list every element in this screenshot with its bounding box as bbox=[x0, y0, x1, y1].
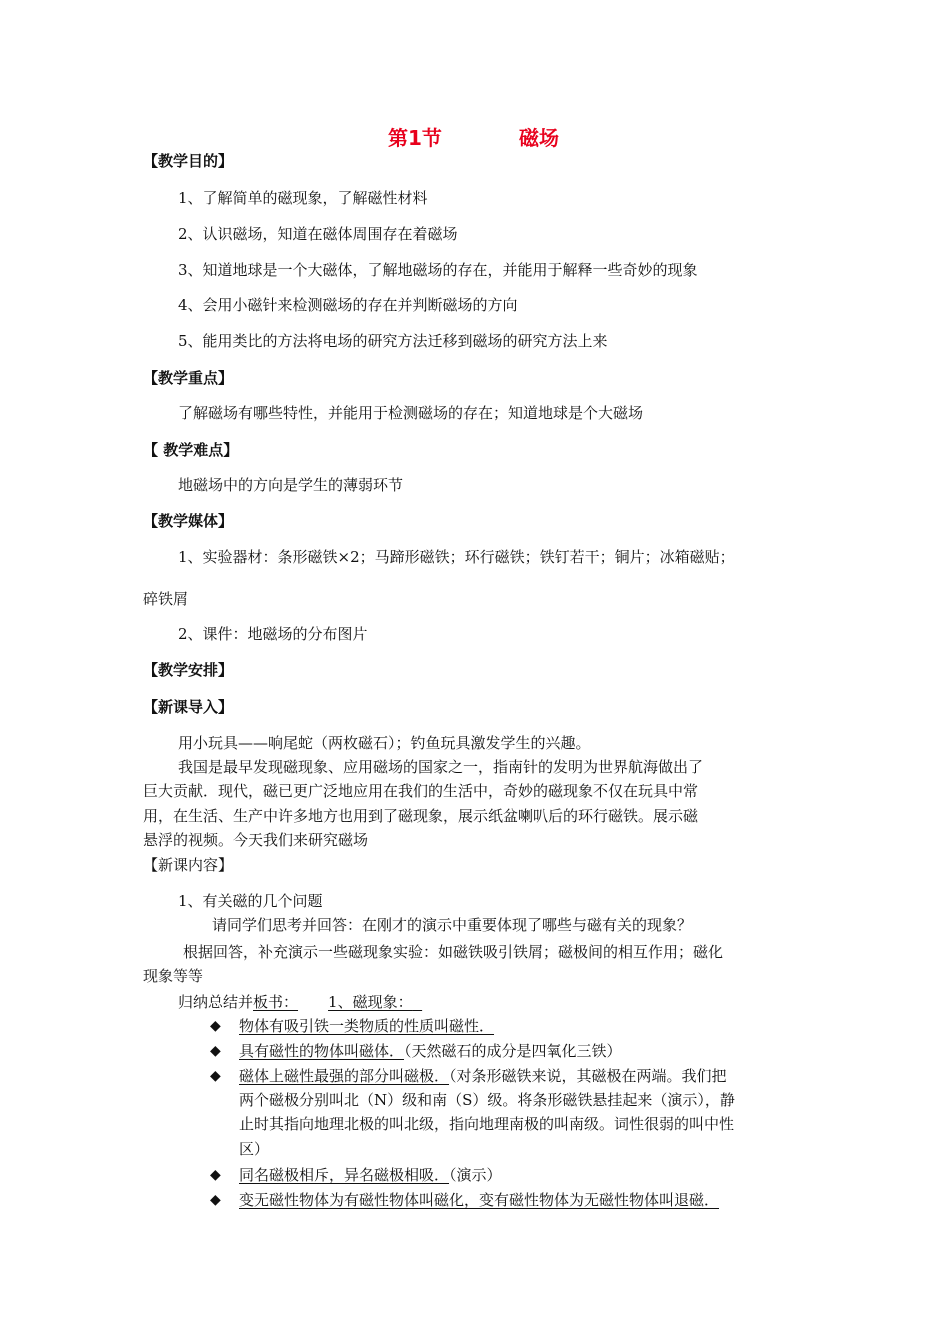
summary-board: 板书： bbox=[253, 993, 299, 1011]
bullet-item: 磁体上磁性最强的部分叫磁极．（对条形磁铁来说，其磁极在两端。我们把 bbox=[239, 1067, 727, 1085]
diamond-bullet-icon: ◆ bbox=[210, 1192, 221, 1208]
key-points-heading: 【教学重点】 bbox=[143, 369, 234, 387]
objective-item: 5、能用类比的方法将电场的研究方法迁移到磁场的研究方法上来 bbox=[178, 332, 608, 350]
section-number: 第1节 bbox=[388, 126, 442, 150]
intro-paragraph-2: 悬浮的视频。今天我们来研究磁场 bbox=[143, 831, 369, 849]
intro-heading: 【新课导入】 bbox=[143, 698, 234, 716]
objectives-heading: 【教学目的】 bbox=[143, 152, 234, 170]
intro-paragraph-1: 用小玩具——响尾蛇（两枚磁石）；钓鱼玩具激发学生的兴趣。 bbox=[178, 734, 591, 752]
intro-paragraph-2: 巨大贡献．现代，磁已更广泛地应用在我们的生活中，奇妙的磁现象不仅在玩具中常 bbox=[143, 782, 699, 800]
arrangement-heading: 【教学安排】 bbox=[143, 661, 234, 679]
diamond-bullet-icon: ◆ bbox=[210, 1018, 221, 1034]
media-heading: 【教学媒体】 bbox=[143, 512, 234, 530]
bullet-item-cont: 两个磁极分别叫北（N）级和南（S）级。将条形磁铁悬挂起来（演示），静 bbox=[239, 1091, 735, 1109]
objective-item: 2、认识磁场，知道在磁体周围存在着磁场 bbox=[178, 225, 458, 243]
key-points-text: 了解磁场有哪些特性，并能用于检测磁场的存在；知道地球是个大磁场 bbox=[178, 404, 644, 422]
summary-title: 1、磁现象： bbox=[328, 993, 413, 1011]
diamond-bullet-icon: ◆ bbox=[210, 1043, 221, 1059]
bullet-item-cont: 区） bbox=[239, 1140, 270, 1158]
intro-paragraph-2: 我国是最早发现磁现象、应用磁场的国家之一，指南针的发明为世界航海做出了 bbox=[178, 758, 704, 776]
objective-item: 1、了解简单的磁现象，了解磁性材料 bbox=[178, 189, 428, 207]
objective-item: 4、会用小磁针来检测磁场的存在并判断磁场的方向 bbox=[178, 296, 518, 314]
summary-line bbox=[178, 992, 422, 1012]
media-item-1-cont: 碎铁屑 bbox=[143, 590, 189, 608]
content-answer: 现象等等 bbox=[143, 967, 204, 985]
bullet-item: 具有磁性的物体叫磁体．（天然磁石的成分是四氧化三铁） bbox=[239, 1042, 622, 1060]
page-title: 磁场 bbox=[519, 126, 559, 150]
media-item-2: 2、课件：地磁场的分布图片 bbox=[178, 625, 368, 643]
content-question: 请同学们思考并回答：在刚才的演示中重要体现了哪些与磁有关的现象？ bbox=[212, 916, 693, 934]
content-heading: 【新课内容】 bbox=[143, 856, 234, 874]
summary-prefix: 归纳总结并 bbox=[178, 993, 254, 1011]
intro-paragraph-2: 用，在生活、生产中许多地方也用到了磁现象，展示纸盆喇叭后的环行磁铁。展示磁 bbox=[143, 807, 699, 825]
bullet-item: 变无磁性物体为有磁性物体叫磁化，变有磁性物体为无磁性物体叫退磁． bbox=[239, 1191, 720, 1209]
bullet-item: 同名磁极相斥，异名磁极相吸．（演示） bbox=[239, 1166, 502, 1184]
objective-item: 3、知道地球是一个大磁体，了解地磁场的存在，并能用于解释一些奇妙的现象 bbox=[178, 261, 698, 279]
bullet-item: 物体有吸引铁一类物质的性质叫磁性． bbox=[239, 1017, 495, 1035]
diamond-bullet-icon: ◆ bbox=[210, 1167, 221, 1183]
difficulties-text: 地磁场中的方向是学生的薄弱环节 bbox=[178, 476, 404, 494]
diamond-bullet-icon: ◆ bbox=[210, 1068, 221, 1084]
content-section-1: 1、有关磁的几个问题 bbox=[178, 892, 323, 910]
media-item-1: 1、实验器材：条形磁铁×2；马蹄形磁铁；环行磁铁；铁钉若干；铜片；冰箱磁贴； bbox=[178, 548, 735, 566]
bullet-item-cont: 止时其指向地理北极的叫北级，指向地理南极的叫南级。词性很弱的叫中性 bbox=[239, 1115, 735, 1133]
content-answer: 根据回答，补充演示一些磁现象实验：如磁铁吸引铁屑；磁极间的相互作用；磁化 bbox=[183, 943, 724, 961]
difficulties-heading: 【 教学难点】 bbox=[143, 441, 239, 459]
